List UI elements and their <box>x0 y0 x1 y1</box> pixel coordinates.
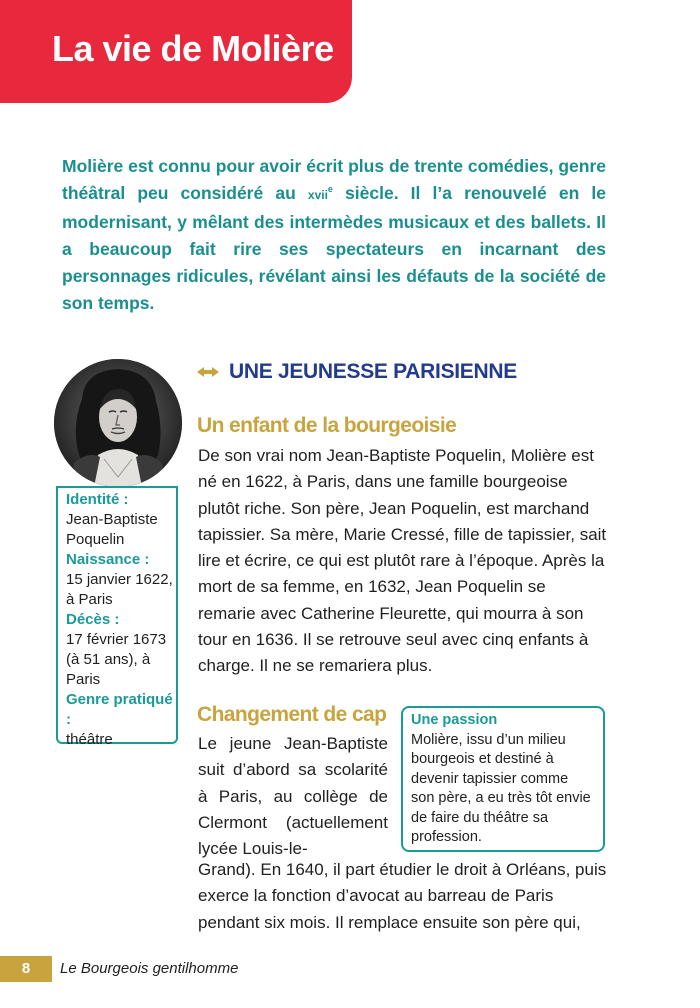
passion-box <box>401 706 605 852</box>
subsection-title-2: Changement de cap <box>197 703 387 726</box>
intro-text-2: siècle. Il l’a renouvelé en le modernisant, y mêlant des intermèdes musicaux et des ballets. Il a beaucoup fait rire ses spectateurs en incarnant des personnages ridicules, révélant ainsi les défauts de la société de son temps. <box>62 183 606 313</box>
intro-century: xvii <box>307 188 328 202</box>
body-paragraph-2a: Le jeune Jean-Baptiste suit d’abord sa scolarité à Paris, au collège de Clermont (actuellement lycée Louis-le- <box>198 734 388 859</box>
book-title: Le Bourgeois gentilhomme <box>60 960 239 977</box>
birth-value: 15 janvier 1622, à Paris <box>66 571 173 608</box>
death-value: 17 février 1673 (à 51 ans), à Paris <box>66 631 167 688</box>
death-label: Décès : <box>66 611 120 628</box>
subsection-body-1 <box>198 443 608 680</box>
passion-text: Molière, issu d’un milieu bourgeois et destiné à devenir tapissier comme son père, a eu très tôt envie de faire du théâtre sa profession. <box>411 731 591 845</box>
birth-label: Naissance : <box>66 551 150 568</box>
body-paragraph-1: De son vrai nom Jean-Baptiste Poquelin, Molière est né en 1622, à Paris, dans une famille bourgeoise plutôt riche. Son père, Jean Poquelin, est marchand tapissier. Sa mère, Marie Cressé, fille de tapissier, sait lire et écrire, ce qui est plutôt rare à l’époque. Après la mort de sa femme, en 1632, Jean Poquelin se remarie avec Catherine Fleurette, qui mourra à son tour en 1636. Il se retrouve seul avec cinq enfants à charge. Il ne se remariera plus. <box>198 446 607 676</box>
subsection-title-1: Un enfant de la bourgeoisie <box>197 414 457 437</box>
intro-paragraph <box>62 153 606 317</box>
genre-label: Genre pratiqué : <box>66 691 173 728</box>
identity-box <box>56 486 178 748</box>
page-number: 8 <box>0 956 52 982</box>
page-title: La vie de Molière <box>52 28 334 69</box>
body-paragraph-2b: Grand). En 1640, il part étudier le droit à Orléans, puis exerce la fonction d’avocat au barreau de Paris pendant six mois. Il remplace ensuite son père qui, <box>198 860 607 932</box>
genre-value: théâtre <box>66 731 113 748</box>
passion-title: Une passion <box>411 712 498 728</box>
chevron-diamond-icon <box>197 367 219 377</box>
identity-value: Jean-Baptiste Poquelin <box>66 511 158 548</box>
portrait-engraving <box>54 359 182 487</box>
subsection-body-2-narrow <box>198 731 388 862</box>
intro-century-sup: e <box>327 184 333 195</box>
subsection-body-2-wide <box>198 857 608 936</box>
section-title: UNE JEUNESSE PARISIENNE <box>229 360 517 383</box>
title-banner <box>0 0 352 103</box>
section-heading <box>197 357 517 387</box>
intro-text-1: Molière est connu pour avoir écrit plus de trente comédies, genre théâtral peu considéré au <box>62 156 606 203</box>
portrait-image <box>54 359 182 487</box>
identity-label: Identité : <box>66 491 129 508</box>
